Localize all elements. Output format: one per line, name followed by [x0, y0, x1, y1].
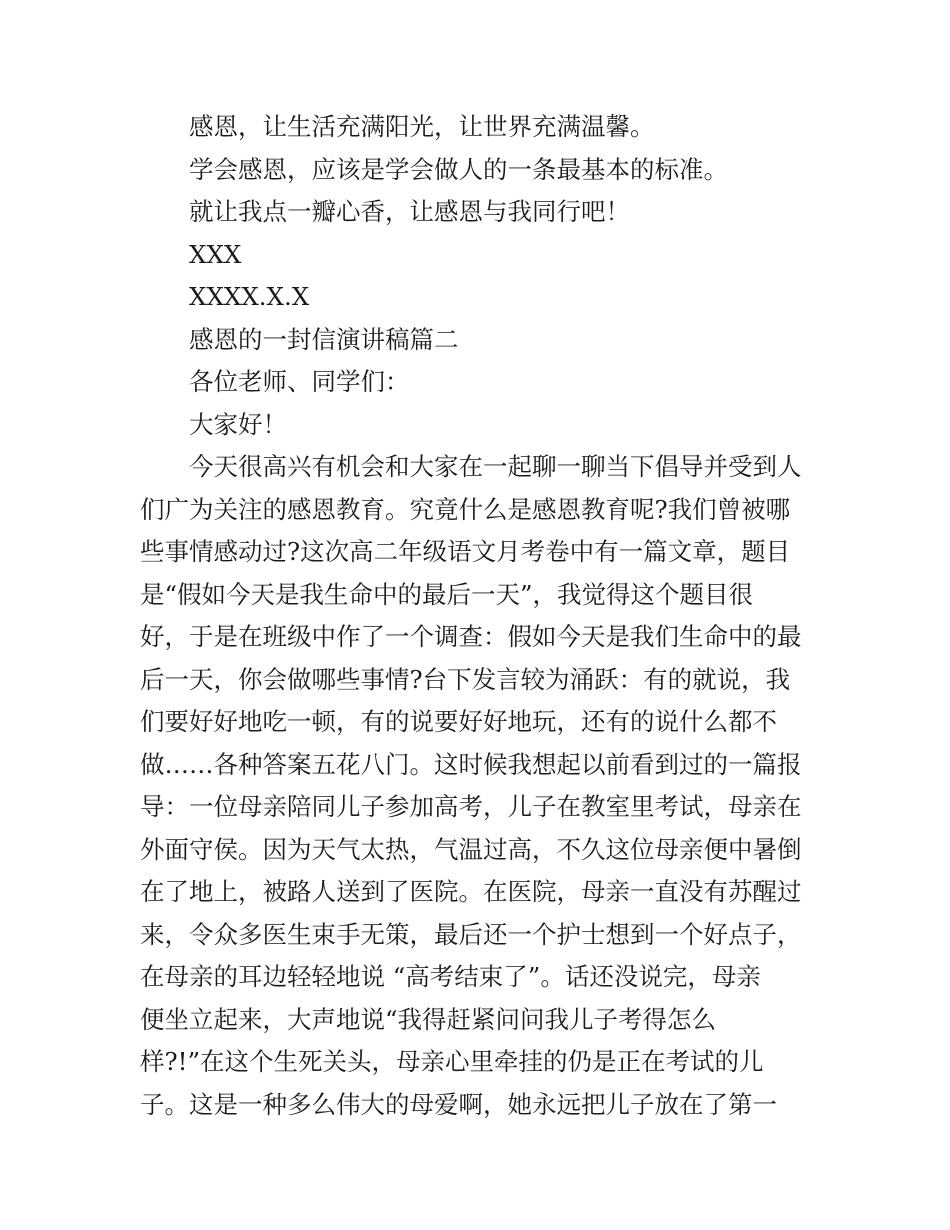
section-heading	[140, 319, 820, 362]
body-line: 在了地上，被路人送到了医院。在医院，母亲一直没有苏醒过	[140, 877, 802, 906]
body-line: 做……各种答案五花八门。这时候我想起以前看到过的一篇报	[140, 749, 802, 779]
paragraph-gratitude-sunshine	[140, 106, 820, 149]
text-line: 学会感恩，应该是学会做人的一条最基本的标准。	[189, 154, 728, 184]
body-line: 们要好好地吃一顿，有的说要好好地玩，还有的说什么都不	[140, 707, 777, 736]
signature-name	[140, 234, 820, 277]
paragraph-learn-gratitude	[140, 149, 820, 192]
body-line: 来，令众多医生束手无策，最后还一个护士想到一个好点子，	[140, 919, 802, 949]
body-line: 子。这是一种多么伟大的母爱啊，她永远把儿子放在了第一	[140, 1089, 777, 1119]
signature-date	[140, 276, 820, 319]
body-line: 今天很高兴有机会和大家在一起聊一聊当下倡导并受到人	[189, 452, 802, 481]
body-line: 便坐立起来，大声地说“我得赶紧问问我儿子考得怎么	[140, 1004, 717, 1034]
text-line: XXX	[189, 239, 242, 269]
body-line: 外面守侯。因为天气太热，气温过高，不久这位母亲便中暑倒	[140, 834, 802, 864]
greeting	[140, 404, 820, 447]
body-line: 样?!”在这个生死关头，母亲心里牵挂的仍是正在考试的儿	[140, 1047, 764, 1076]
body-line: 后一天，你会做哪些事情?台下发言较为涌跃：有的就说，我	[140, 664, 791, 694]
text-line: 感恩，让生活充满阳光，让世界充满温馨。	[189, 112, 655, 141]
text-line: 感恩的一封信演讲稿篇二	[189, 324, 459, 354]
text-line: XXXX.X.X	[189, 282, 310, 311]
body-line: 是“假如今天是我生命中的最后一天”，我觉得这个题目很	[140, 579, 754, 609]
body-line: 导：一位母亲陪同儿子参加高考，儿子在教室里考试，母亲在	[140, 792, 802, 821]
body-paragraph	[140, 446, 820, 1126]
salutation	[140, 361, 820, 404]
text-line: 各位老师、同学们：	[189, 367, 410, 396]
body-line: 好，于是在班级中作了一个调查：假如今天是我们生命中的最	[140, 622, 802, 651]
text-line: 大家好！	[189, 409, 287, 439]
document-body	[140, 106, 820, 1126]
body-line: 些事情感动过?这次高二年级语文月考卷中有一篇文章，题目	[140, 537, 791, 566]
paragraph-walk-together	[140, 191, 820, 234]
body-line: 们广为关注的感恩教育。究竟什么是感恩教育呢?我们曾被哪	[140, 494, 791, 524]
body-line: 在母亲的耳边轻轻地说 “高考结束了”。话还没说完，母亲	[140, 962, 761, 991]
text-line: 就让我点一瓣心香，让感恩与我同行吧！	[189, 197, 630, 226]
